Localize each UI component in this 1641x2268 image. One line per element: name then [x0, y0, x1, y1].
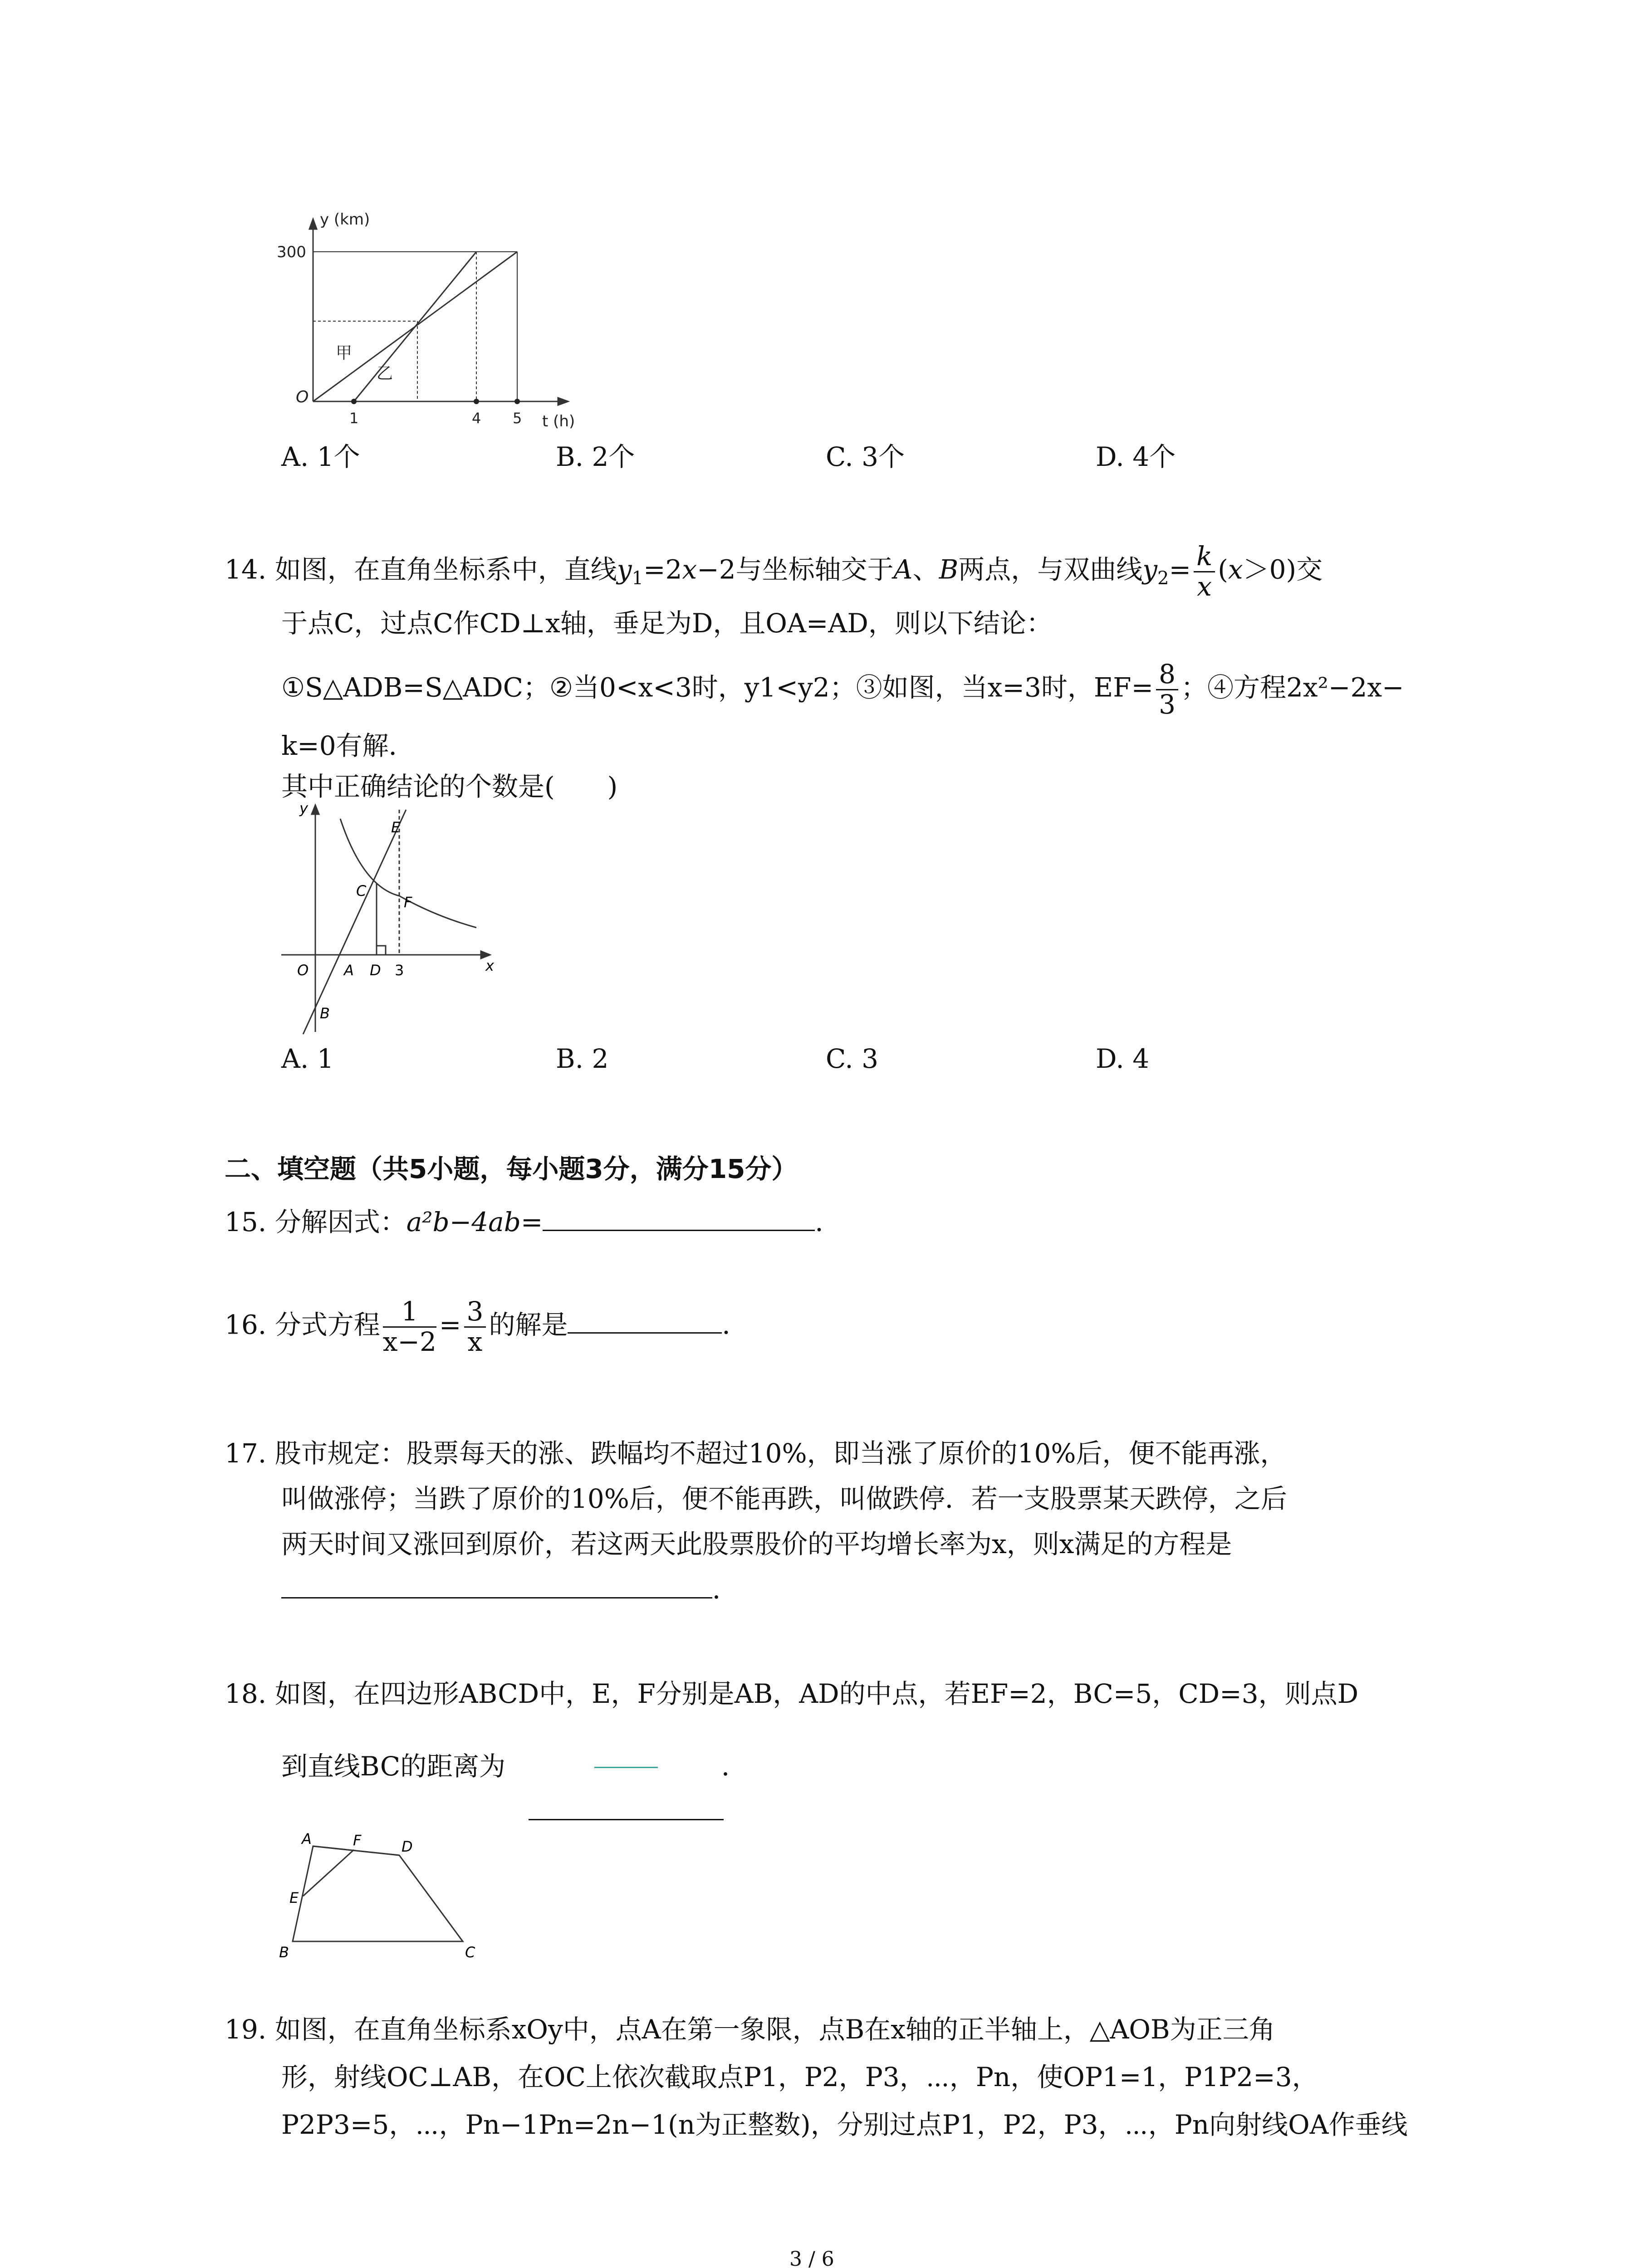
q19-line-1: 19. 如图，在直角坐标系xOy中，点A在第一象限，点B在x轴的正半轴上，△AOB为正三角 [225, 2014, 1275, 2045]
q17-line-3: 两天时间又涨回到原价，若这两天此股票股价的平均增长率为x，则x满足的方程是 [281, 1529, 1232, 1559]
q13-y-axis-label: y (km) [320, 210, 370, 229]
q16-line: 16. 分式方程 $\frac{1}{x-2}$ = $\frac{3}{x}$ 的解是 ． [225, 1296, 749, 1357]
q14-fig-O: O [297, 962, 309, 979]
q15-expr: a²b−4ab= [406, 1207, 543, 1237]
q14-line-4: k=0有解． [281, 730, 415, 761]
q13-option-a: A. 1个 [281, 441, 360, 472]
q19-line-2: 形，射线OC⊥AB，在OC上依次截取点P1，P2，P3，⋯，Pn，使OP1=1，P1P2=3， [281, 2062, 1318, 2092]
q14-option-c: C. 3 [826, 1043, 879, 1074]
q13-tick-1: 1 [349, 410, 359, 427]
q15-number: 15. [225, 1207, 267, 1237]
q17-answer-line: ． [281, 1574, 739, 1606]
q15-line: 15. 分解因式：a²b−4ab= ． [225, 1207, 842, 1237]
q14-line-3: ①S△ADB=S△ADC；②当0<x<3时，y1<y2；③如图，当x=3时，EF= $\frac{8}{3}$ ；④方程2x²−2x− [281, 659, 1404, 720]
q18-answer-blank[interactable] [529, 1819, 724, 1820]
q13-origin-label: O [296, 388, 309, 406]
q14-number: 14. [225, 554, 267, 585]
q14-line-1: 14. 如图，在直角坐标系中，直线$y_1=2x-2$与坐标轴交于A、B两点，与双曲线$y_2=$ $\frac{k}{x}$ (x＞0)交 [225, 541, 1323, 602]
q18-fig-F: F [353, 1832, 362, 1849]
q16-text: 分式方程 [274, 1309, 380, 1340]
q14-fig-B: B [320, 1005, 330, 1022]
q17-answer-blank[interactable] [281, 1574, 712, 1598]
q14-option-a: A. 1 [281, 1043, 334, 1074]
q13-t-axis-label: t (h) [542, 412, 575, 430]
q18-quadrilateral-figure [272, 1819, 499, 1964]
q16-answer-blank[interactable] [568, 1310, 722, 1334]
q17-line-2: 叫做涨停；当跌了原价的10%后，便不能再跌，叫做跌停．若一支股票某天跌停，之后 [281, 1483, 1287, 1514]
q19-number: 19. [225, 2014, 267, 2045]
q17-line-1: 17. 股市规定：股票每天的涨、跌幅均不超过10%，即当涨了原价的10%后，便不能再涨， [225, 1438, 1287, 1469]
q13-distance-time-figure [268, 206, 576, 433]
q13-tick-5: 5 [513, 410, 522, 427]
q18-fig-E: E [289, 1889, 299, 1906]
q14-line-5: 其中正确结论的个数是( ) [281, 771, 618, 802]
q16-number: 16. [225, 1309, 267, 1340]
q14-fig-F: F [404, 894, 412, 911]
section-2-title: 二、填空题（共5小题，每小题3分，满分15分） [225, 1154, 798, 1184]
q14-text-c: 两点，与双曲线 [958, 554, 1143, 585]
q13-option-d: D. 4个 [1096, 441, 1176, 472]
q14-option-b: B. 2 [556, 1043, 609, 1074]
q17-number: 17. [225, 1438, 267, 1469]
q18-number: 18. [225, 1678, 267, 1709]
q15-answer-blank[interactable] [543, 1207, 815, 1231]
q14-fig-3: 3 [395, 962, 404, 979]
q18-fig-C: C [465, 1944, 475, 1961]
q14-text-b: 与坐标轴交于 [735, 554, 894, 585]
q18-fig-B: B [279, 1944, 289, 1961]
q13-yi-label: 乙 [377, 364, 393, 383]
q13-jia-label: 甲 [336, 344, 353, 362]
q18-period: ． [721, 1751, 748, 1782]
q13-option-b: B. 2个 [556, 441, 635, 472]
q14-option-d: D. 4 [1096, 1043, 1150, 1074]
q14-fig-D: D [370, 962, 381, 979]
q19-line-3: P2P3=5，⋯，Pn−1Pn=2n−1(n为正整数)，分别过点P1，P2，P3，⋯，Pn向射线OA作垂线 [281, 2109, 1408, 2140]
q14-text-d: 交 [1296, 554, 1323, 585]
q13-option-c: C. 3个 [826, 441, 905, 472]
q14-fig-E: E [391, 819, 401, 836]
q15-text: 分解因式： [274, 1207, 407, 1237]
q18-line-2: 到直线BC的距离为 [281, 1751, 506, 1782]
q14-fig-x: x [485, 957, 494, 974]
q18-line-1: 18. 如图，在四边形ABCD中，E，F分别是AB，AD的中点，若EF=2，BC=5，CD=3，则点D [225, 1678, 1359, 1709]
q14-line-2: 于点C，过点C作CD⊥x轴，垂足为D，且OA=AD，则以下结论： [281, 608, 1053, 639]
q14-hyperbola-figure [272, 801, 499, 1036]
page-number: 3 / 6 [789, 2248, 834, 2268]
q14-text-a: 如图，在直角坐标系中，直线 [274, 554, 617, 585]
q14-fig-A: A [344, 962, 354, 979]
q14-fig-C: C [356, 882, 367, 899]
q18-fig-D: D [402, 1838, 413, 1855]
q18-fig-A: A [302, 1830, 312, 1848]
q16-tail: 的解是 [489, 1309, 568, 1340]
q13-tick-300: 300 [277, 243, 306, 261]
q13-tick-4: 4 [472, 410, 481, 427]
q18-teal-mark [594, 1767, 658, 1768]
q14-fig-y: y [299, 801, 308, 817]
